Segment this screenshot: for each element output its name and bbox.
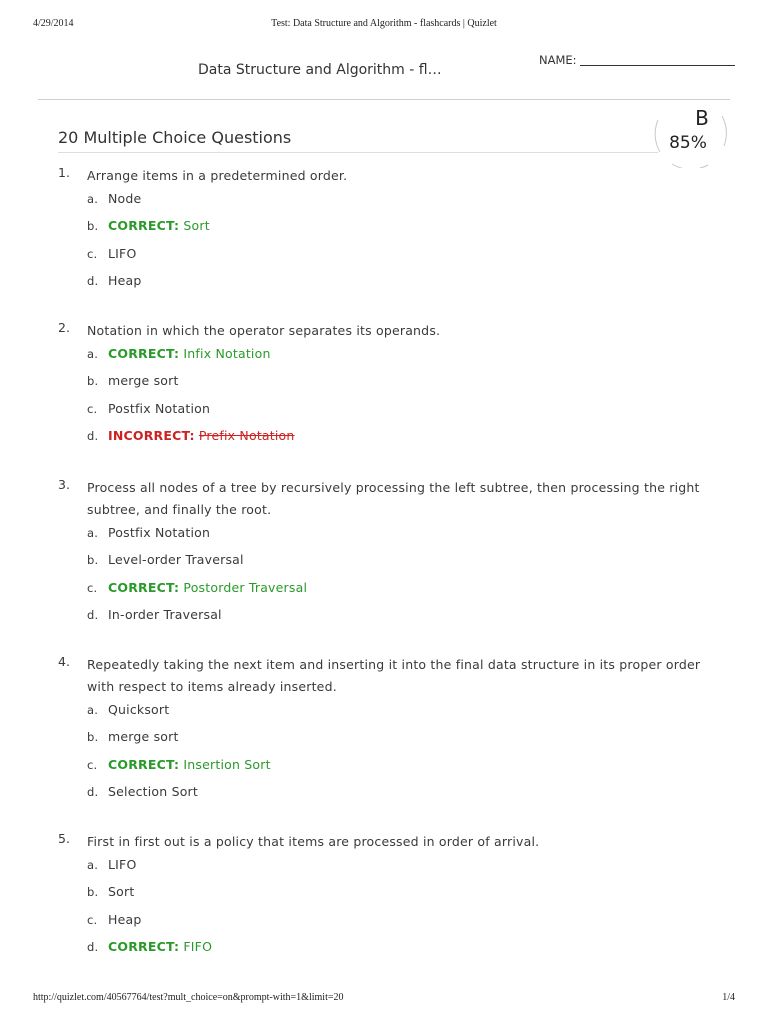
option-text: Prefix Notation — [198, 427, 295, 443]
grade-letter: B — [695, 106, 709, 130]
answer-option — [87, 401, 210, 421]
option-letter: b. — [87, 885, 99, 900]
grade-badge — [652, 102, 728, 168]
option-text: Level-order Traversal — [108, 552, 244, 568]
section-title: 20 Multiple Choice Questions — [58, 128, 292, 147]
question-text: Repeatedly taking the next item and inserting it into the final data structure in its proper order with respect to items already inserted. — [87, 657, 701, 694]
option-text: LIFO — [108, 245, 137, 261]
header-divider — [38, 99, 730, 100]
print-url: http://quizlet.com/40567764/test?mult_choice=on&prompt-with=1&limit=20 — [33, 992, 344, 1003]
option-letter: b. — [87, 374, 99, 389]
option-text: Quicksort — [108, 702, 170, 717]
answer-option — [87, 246, 136, 266]
answer-option — [87, 912, 141, 932]
document-title: Data Structure and Algorithm - fl… — [198, 62, 442, 78]
option-letter: d. — [87, 273, 99, 288]
answer-option — [87, 273, 141, 293]
answer-option — [87, 191, 141, 211]
option-letter: d. — [87, 607, 99, 622]
option-text: merge sort — [108, 373, 179, 389]
answer-option — [87, 346, 271, 366]
answer-option — [87, 939, 212, 959]
option-text: Postorder Traversal — [183, 579, 308, 595]
option-letter: c. — [87, 912, 98, 927]
correct-label: CORRECT: — [108, 938, 180, 954]
answer-option — [87, 784, 198, 804]
answer-option — [87, 757, 271, 777]
option-text: Heap — [108, 272, 142, 288]
option-letter: d. — [87, 428, 99, 443]
answer-option — [87, 218, 210, 238]
option-letter: c. — [87, 580, 98, 595]
option-letter: b. — [87, 219, 99, 234]
option-text: Node — [108, 191, 142, 206]
answer-option — [87, 373, 179, 393]
question-number: 1. — [58, 165, 70, 180]
option-text: Sort — [183, 218, 210, 234]
answer-option — [87, 525, 210, 545]
answer-option — [87, 580, 307, 600]
option-text: Postfix Notation — [108, 400, 211, 416]
question-text: Notation in which the operator separates its operands. — [87, 323, 441, 338]
option-letter: a. — [87, 192, 99, 206]
question-number: 3. — [58, 477, 70, 492]
option-text: Postfix Notation — [108, 525, 211, 540]
option-letter: b. — [87, 730, 99, 745]
option-text: Selection Sort — [108, 783, 199, 799]
option-letter: a. — [87, 858, 99, 872]
incorrect-label: INCORRECT: — [108, 427, 195, 443]
option-text: Sort — [108, 884, 135, 900]
answer-option — [87, 884, 134, 904]
option-letter: d. — [87, 939, 99, 954]
print-page-title: Test: Data Structure and Algorithm - flashcards | Quizlet — [271, 18, 497, 29]
question-number: 2. — [58, 320, 70, 335]
grade-score: 85% — [669, 133, 707, 153]
option-letter: c. — [87, 246, 98, 261]
option-letter: c. — [87, 757, 98, 772]
option-letter: c. — [87, 401, 98, 416]
option-letter: a. — [87, 347, 99, 361]
print-date: 4/29/2014 — [33, 18, 74, 29]
option-text: Insertion Sort — [183, 756, 271, 772]
answer-option — [87, 607, 222, 627]
question-text: Arrange items in a predetermined order. — [87, 168, 348, 183]
option-text: Heap — [108, 911, 142, 927]
option-letter: d. — [87, 784, 99, 799]
print-page-number: 1/4 — [722, 992, 735, 1003]
correct-label: CORRECT: — [108, 346, 180, 361]
question-text: Process all nodes of a tree by recursively processing the left subtree, then processing the right subtree, and finally the root. — [87, 480, 700, 517]
answer-option — [87, 552, 244, 572]
option-letter: b. — [87, 553, 99, 568]
option-text: merge sort — [108, 729, 179, 745]
correct-label: CORRECT: — [108, 579, 180, 595]
name-blank-line — [580, 65, 735, 66]
name-label: NAME: — [539, 53, 577, 67]
option-text: FIFO — [183, 938, 213, 954]
answer-option — [87, 857, 136, 877]
question-text: First in first out is a policy that items are processed in order of arrival. — [87, 834, 540, 849]
answer-option — [87, 702, 169, 722]
option-letter: a. — [87, 703, 99, 717]
option-text: LIFO — [108, 857, 137, 872]
option-letter: a. — [87, 526, 99, 540]
question-number: 5. — [58, 831, 70, 846]
correct-label: CORRECT: — [108, 756, 180, 772]
question-number: 4. — [58, 654, 70, 669]
option-text: Infix Notation — [183, 346, 271, 361]
answer-option — [87, 729, 179, 749]
answer-option — [87, 428, 295, 448]
correct-label: CORRECT: — [108, 218, 180, 234]
option-text: In-order Traversal — [108, 606, 222, 622]
section-divider — [58, 152, 658, 153]
